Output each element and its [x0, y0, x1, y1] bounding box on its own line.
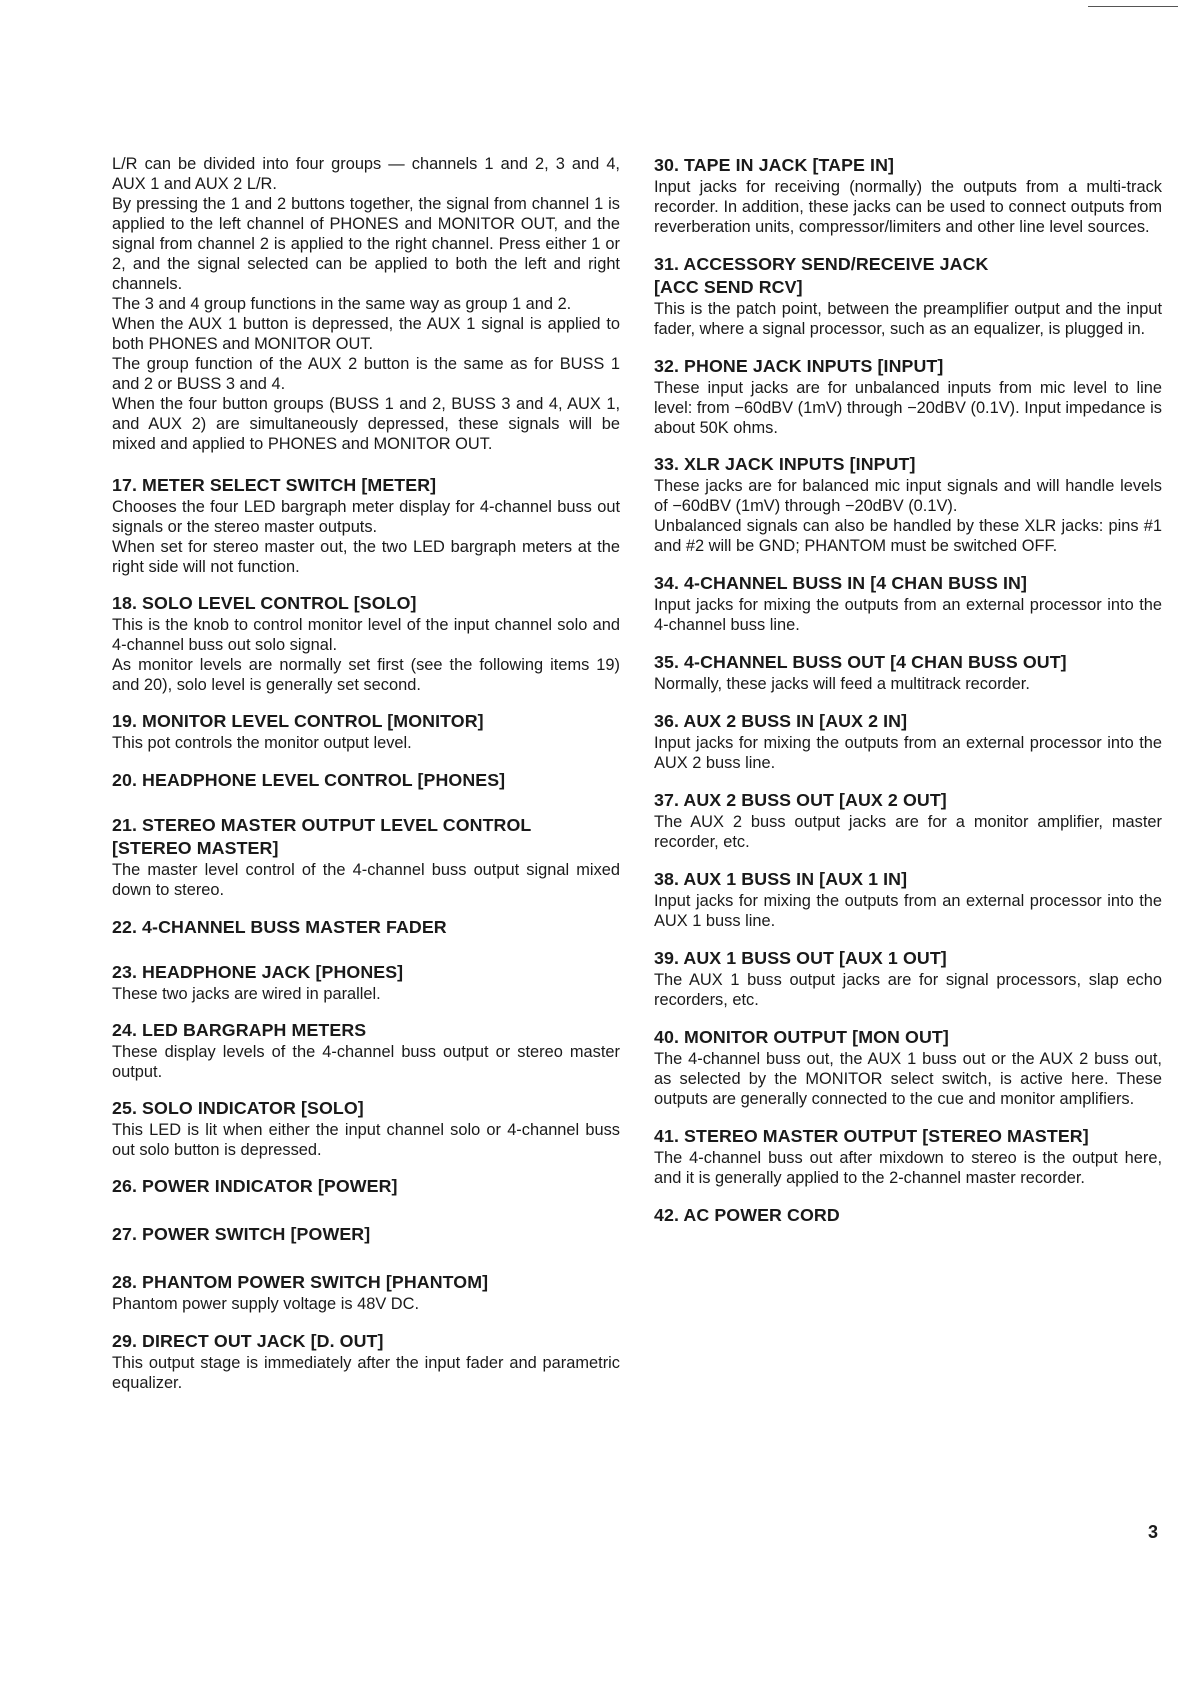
intro-paragraph: L/R can be divided into four groups — channels 1 and 2, 3 and 4, AUX 1 and AUX 2 L/R. — [112, 155, 620, 193]
section-heading: 22. 4-CHANNEL BUSS MASTER FADER — [112, 917, 447, 937]
section-paragraph: The 4-channel buss out, the AUX 1 buss out or the AUX 2 buss out, as selected by the MONITOR select switch, is active here. These outputs are generally connected to the cue and monitor amplifiers. — [654, 1050, 1162, 1108]
section-34 — [654, 572, 1162, 635]
section-35 — [654, 651, 1162, 694]
section-paragraph: This is the knob to control monitor level of the input channel solo and 4-channel buss out solo signal. — [112, 616, 620, 654]
section-25 — [112, 1097, 620, 1160]
left-column — [112, 154, 620, 1393]
section-heading: 37. AUX 2 BUSS OUT [AUX 2 OUT] — [654, 790, 947, 810]
intro-paragraph: When the four button groups (BUSS 1 and 2, BUSS 3 and 4, AUX 1, and AUX 2) are simultaneously depressed, these signals will be mixed and applied to PHONES and MONITOR OUT. — [112, 395, 620, 453]
section-paragraph: Unbalanced signals can also be handled by these XLR jacks: pins #1 and #2 will be GND; PHANTOM must be switched OFF. — [654, 517, 1162, 555]
section-heading: 42. AC POWER CORD — [654, 1205, 840, 1225]
section-paragraph: Chooses the four LED bargraph meter display for 4-channel buss out signals or the stereo master outputs. — [112, 498, 620, 536]
section-heading: 40. MONITOR OUTPUT [MON OUT] — [654, 1027, 949, 1047]
section-32 — [654, 355, 1162, 438]
section-33 — [654, 453, 1162, 556]
section-heading: 23. HEADPHONE JACK [PHONES] — [112, 962, 404, 982]
section-heading: 30. TAPE IN JACK [TAPE IN] — [654, 155, 895, 175]
intro-paragraph: The 3 and 4 group functions in the same way as group 1 and 2. — [112, 295, 572, 313]
section-heading: 33. XLR JACK INPUTS [INPUT] — [654, 454, 916, 474]
section-paragraph: Input jacks for mixing the outputs from an external processor into the AUX 2 buss line. — [654, 734, 1162, 772]
section-39 — [654, 947, 1162, 1010]
section-heading: 36. AUX 2 BUSS IN [AUX 2 IN] — [654, 711, 908, 731]
section-heading: 20. HEADPHONE LEVEL CONTROL [PHONES] — [112, 770, 506, 790]
section-heading: 35. 4-CHANNEL BUSS OUT [4 CHAN BUSS OUT] — [654, 652, 1067, 672]
section-paragraph: As monitor levels are normally set first (see the following items 19) and 20), solo level is generally set second. — [112, 656, 620, 694]
section-31 — [654, 253, 1162, 339]
section-24 — [112, 1019, 620, 1082]
section-paragraph: This LED is lit when either the input channel solo or 4-channel buss out solo button is depressed. — [112, 1121, 620, 1159]
section-38 — [654, 868, 1162, 931]
section-heading: 31. ACCESSORY SEND/RECEIVE JACK — [654, 254, 989, 274]
section-heading-continued: [STEREO MASTER] — [112, 838, 279, 858]
section-17 — [112, 474, 620, 577]
section-40 — [654, 1026, 1162, 1109]
section-30 — [654, 154, 1162, 237]
section-paragraph: This pot controls the monitor output level. — [112, 734, 412, 752]
section-paragraph: These display levels of the 4-channel buss output or stereo master output. — [112, 1043, 620, 1081]
section-41 — [654, 1125, 1162, 1188]
section-heading: 41. STEREO MASTER OUTPUT [STEREO MASTER] — [654, 1126, 1089, 1146]
section-heading: 38. AUX 1 BUSS IN [AUX 1 IN] — [654, 869, 908, 889]
section-heading: 28. PHANTOM POWER SWITCH [PHANTOM] — [112, 1272, 489, 1292]
section-heading: 21. STEREO MASTER OUTPUT LEVEL CONTROL — [112, 815, 532, 835]
page-number: 3 — [1148, 1522, 1159, 1542]
section-heading: 25. SOLO INDICATOR [SOLO] — [112, 1098, 364, 1118]
top-rule — [1088, 6, 1178, 7]
section-paragraph: Phantom power supply voltage is 48V DC. — [112, 1295, 420, 1313]
intro-paragraph: By pressing the 1 and 2 buttons together, the signal from channel 1 is applied to the left channel of PHONES and MONITOR OUT, and the signal from channel 2 is applied to the right channel. Press either 1 or 2, and the signal selected can be applied to both the left and right channels. — [112, 195, 620, 293]
section-heading: 32. PHONE JACK INPUTS [INPUT] — [654, 356, 944, 376]
intro-paragraph: The group function of the AUX 2 button is the same as for BUSS 1 and 2 or BUSS 3 and 4. — [112, 355, 620, 393]
section-18 — [112, 592, 620, 695]
section-heading: 26. POWER INDICATOR [POWER] — [112, 1176, 398, 1196]
section-paragraph: When set for stereo master out, the two LED bargraph meters at the right side will not function. — [112, 538, 620, 576]
section-paragraph: The 4-channel buss out after mixdown to stereo is the output here, and it is generally applied to the 2-channel master recorder. — [654, 1149, 1162, 1187]
section-22 — [112, 916, 620, 939]
section-heading: 17. METER SELECT SWITCH [METER] — [112, 475, 437, 495]
section-paragraph: These input jacks are for unbalanced inputs from mic level to line level: from −60dBV (1mV) through −20dBV (0.1V). Input impedance is about 50K ohms. — [654, 379, 1162, 437]
section-paragraph: Normally, these jacks will feed a multitrack recorder. — [654, 675, 1030, 693]
section-27 — [112, 1223, 620, 1246]
section-paragraph: The AUX 1 buss output jacks are for signal processors, slap echo recorders, etc. — [654, 971, 1162, 1009]
section-heading-continued: [ACC SEND RCV] — [654, 277, 803, 297]
section-heading: 29. DIRECT OUT JACK [D. OUT] — [112, 1331, 384, 1351]
section-26 — [112, 1175, 620, 1198]
section-29 — [112, 1330, 620, 1393]
section-heading: 19. MONITOR LEVEL CONTROL [MONITOR] — [112, 711, 484, 731]
section-paragraph: Input jacks for mixing the outputs from an external processor into the AUX 1 buss line. — [654, 892, 1162, 930]
section-heading: 24. LED BARGRAPH METERS — [112, 1020, 367, 1040]
section-19 — [112, 710, 620, 753]
section-36 — [654, 710, 1162, 773]
section-paragraph: These two jacks are wired in parallel. — [112, 985, 381, 1003]
intro-paragraph: When the AUX 1 button is depressed, the AUX 1 signal is applied to both PHONES and MONITOR OUT. — [112, 315, 620, 353]
section-28 — [112, 1271, 620, 1314]
section-paragraph: This output stage is immediately after the input fader and parametric equalizer. — [112, 1354, 620, 1392]
section-heading: 34. 4-CHANNEL BUSS IN [4 CHAN BUSS IN] — [654, 573, 1027, 593]
section-paragraph: These jacks are for balanced mic input signals and will handle levels of −60dBV (1mV) through −20dBV (0.1V). — [654, 477, 1162, 515]
section-heading: 18. SOLO LEVEL CONTROL [SOLO] — [112, 593, 417, 613]
section-paragraph: The master level control of the 4-channel buss output signal mixed down to stereo. — [112, 861, 620, 899]
section-37 — [654, 789, 1162, 852]
section-heading: 39. AUX 1 BUSS OUT [AUX 1 OUT] — [654, 948, 947, 968]
section-paragraph: Input jacks for receiving (normally) the outputs from a multi-track recorder. In addition, these jacks can be used to connect outputs from reverberation units, compressor/limiters and other line level sources. — [654, 178, 1162, 236]
section-paragraph: The AUX 2 buss output jacks are for a monitor amplifier, master recorder, etc. — [654, 813, 1162, 851]
intro-text — [112, 154, 620, 454]
section-42 — [654, 1204, 1162, 1227]
section-20 — [112, 769, 620, 792]
section-paragraph: This is the patch point, between the preamplifier output and the input fader, where a signal processor, such as an equalizer, is plugged in. — [654, 300, 1162, 338]
section-23 — [112, 961, 620, 1004]
section-paragraph: Input jacks for mixing the outputs from an external processor into the 4-channel buss line. — [654, 596, 1162, 634]
section-21 — [112, 814, 620, 900]
right-column — [654, 154, 1162, 1227]
section-heading: 27. POWER SWITCH [POWER] — [112, 1224, 371, 1244]
